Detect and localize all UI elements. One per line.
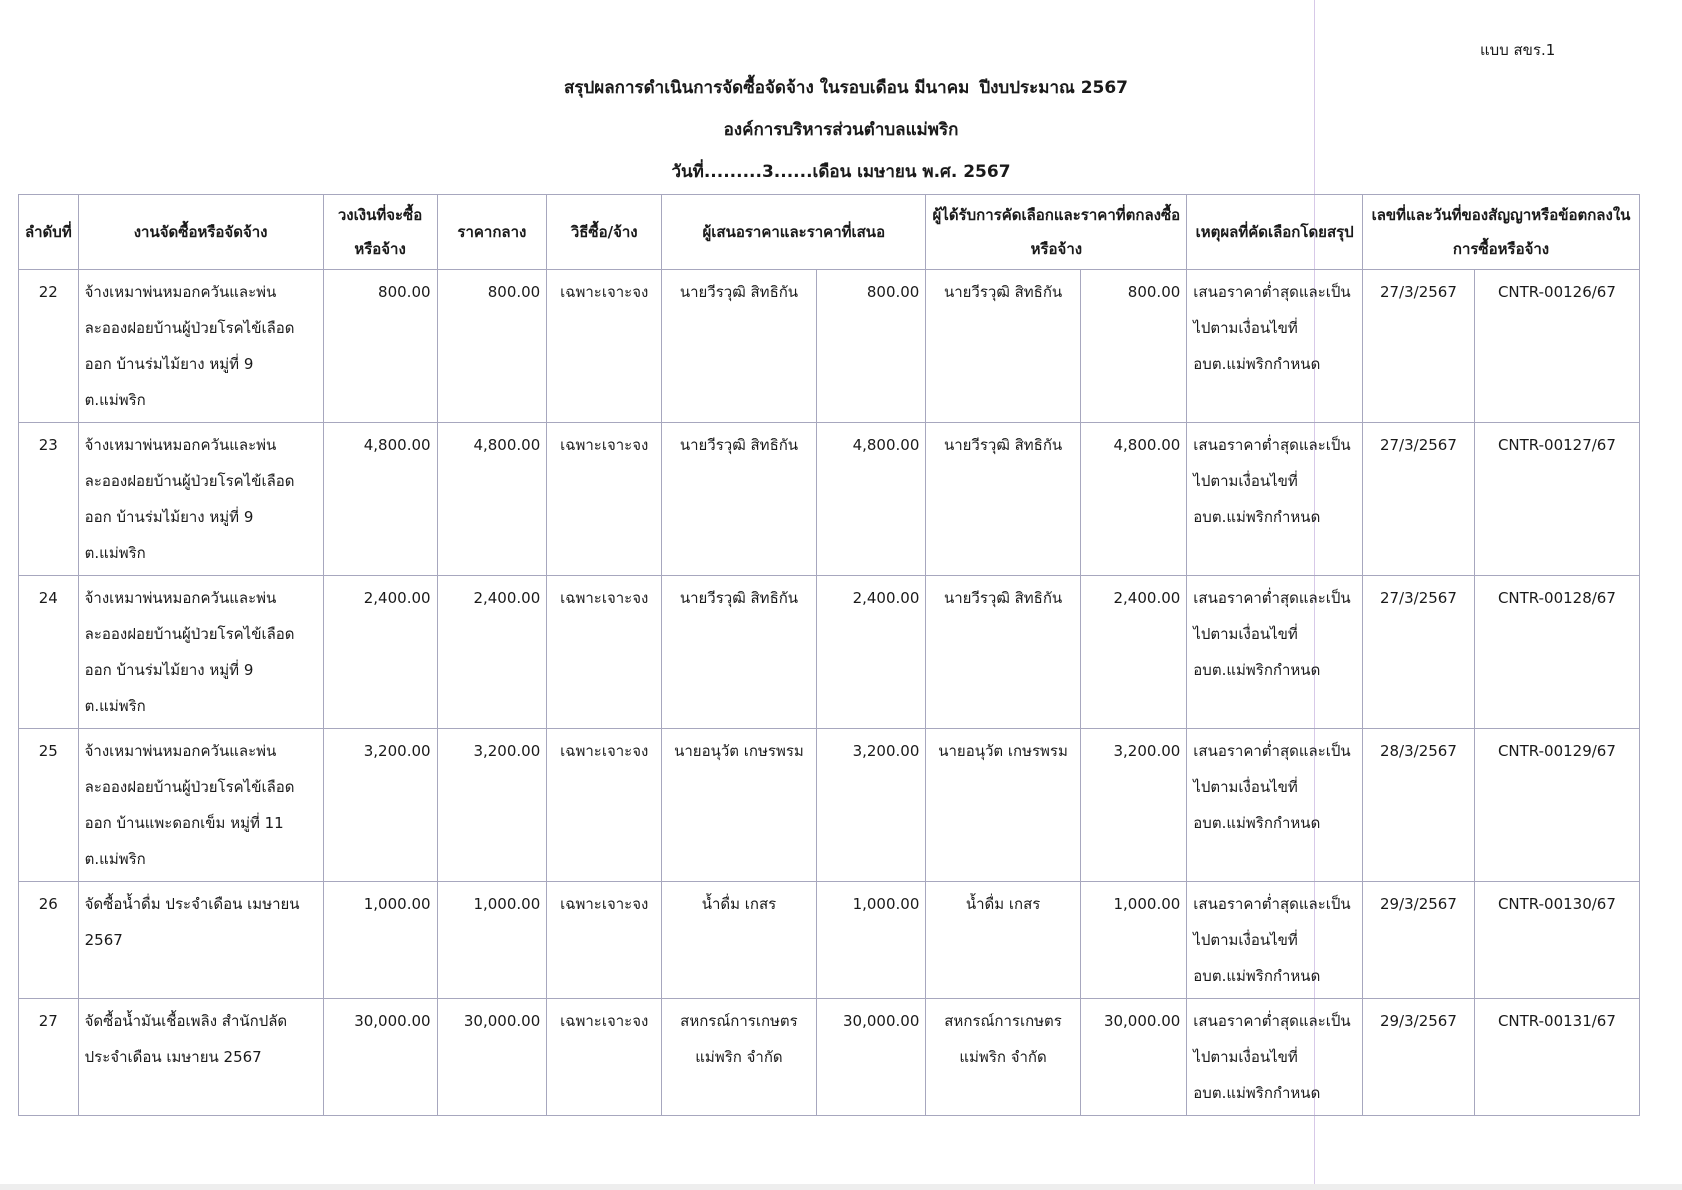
bidder-name: น้ำดื่ม เกสร <box>662 882 816 999</box>
item-description: จ้างเหมาพ่นหมอกควันและพ่นละอองฝอยบ้านผู้ป่วยโรคไข้เลือดออก บ้านแพะดอกเข็ม หมู่ที่ 11 ต.แม่พริก <box>78 729 323 882</box>
winning-price: 1,000.00 <box>1080 882 1187 999</box>
winning-price: 3,200.00 <box>1080 729 1187 882</box>
contract-date: 27/3/2567 <box>1363 423 1475 576</box>
median-price: 2,400.00 <box>437 576 547 729</box>
winning-price: 4,800.00 <box>1080 423 1187 576</box>
header-median: ราคากลาง <box>437 195 547 270</box>
median-price: 3,200.00 <box>437 729 547 882</box>
row-number: 24 <box>19 576 79 729</box>
header-bidders: ผู้เสนอราคาและราคาที่เสนอ <box>662 195 926 270</box>
winning-price: 800.00 <box>1080 270 1187 423</box>
procurement-method: เฉพาะเจาะจง <box>547 576 662 729</box>
table-row <box>19 999 1640 1116</box>
median-price: 30,000.00 <box>437 999 547 1116</box>
header-reason: เหตุผลที่คัดเลือกโดยสรุป <box>1187 195 1363 270</box>
item-description: จ้างเหมาพ่นหมอกควันและพ่นละอองฝอยบ้านผู้ป่วยโรคไข้เลือดออก บ้านร่มไม้ยาง หมู่ที่ 9 ต.แม่พริก <box>78 270 323 423</box>
winner-name: นายวีรวุฒิ สิทธิกัน <box>926 423 1080 576</box>
row-number: 22 <box>19 270 79 423</box>
procurement-method: เฉพาะเจาะจง <box>547 423 662 576</box>
procurement-method: เฉพาะเจาะจง <box>547 270 662 423</box>
report-date: วันที่.........3......เดือน เมษายน พ.ศ. 2567 <box>671 162 1011 182</box>
bid-price: 4,800.00 <box>816 423 926 576</box>
procurement-table <box>18 194 1640 1116</box>
median-price: 4,800.00 <box>437 423 547 576</box>
winning-price: 2,400.00 <box>1080 576 1187 729</box>
header-no: ลำดับที่ <box>19 195 79 270</box>
budget-amount: 3,200.00 <box>323 729 437 882</box>
winner-name: น้ำดื่ม เกสร <box>926 882 1080 999</box>
contract-date: 29/3/2567 <box>1363 999 1475 1116</box>
selection-reason: เสนอราคาต่ำสุดและเป็นไปตามเงื่อนไขที่ อบต.แม่พริกกำหนด <box>1187 576 1363 729</box>
table-row <box>19 882 1640 999</box>
bidder-name: นายอนุวัต เกษรพรม <box>662 729 816 882</box>
header-contract: เลขที่และวันที่ของสัญญาหรือข้อตกลงในการซื้อหรือจ้าง <box>1363 195 1640 270</box>
selection-reason: เสนอราคาต่ำสุดและเป็นไปตามเงื่อนไขที่ อบต.แม่พริกกำหนด <box>1187 882 1363 999</box>
contract-date: 29/3/2567 <box>1363 882 1475 999</box>
header-budget: วงเงินที่จะซื้อหรือจ้าง <box>323 195 437 270</box>
selection-reason: เสนอราคาต่ำสุดและเป็นไปตามเงื่อนไขที่ อบต.แม่พริกกำหนด <box>1187 270 1363 423</box>
procurement-method: เฉพาะเจาะจง <box>547 729 662 882</box>
contract-date: 27/3/2567 <box>1363 270 1475 423</box>
item-description: จัดซื้อน้ำดื่ม ประจำเดือน เมษายน 2567 <box>78 882 323 999</box>
bidder-name: สหกรณ์การเกษตรแม่พริก จำกัด <box>662 999 816 1116</box>
budget-amount: 4,800.00 <box>323 423 437 576</box>
winner-name: นายวีรวุฒิ สิทธิกัน <box>926 576 1080 729</box>
selection-reason: เสนอราคาต่ำสุดและเป็นไปตามเงื่อนไขที่ อบต.แม่พริกกำหนด <box>1187 423 1363 576</box>
winning-price: 30,000.00 <box>1080 999 1187 1116</box>
bid-price: 30,000.00 <box>816 999 926 1116</box>
bid-price: 1,000.00 <box>816 882 926 999</box>
header-item: งานจัดซื้อหรือจัดจ้าง <box>78 195 323 270</box>
procurement-method: เฉพาะเจาะจง <box>547 999 662 1116</box>
table-header-row <box>19 195 1640 270</box>
contract-number: CNTR-00127/67 <box>1474 423 1639 576</box>
table-row <box>19 270 1640 423</box>
budget-amount: 2,400.00 <box>323 576 437 729</box>
contract-date: 28/3/2567 <box>1363 729 1475 882</box>
budget-amount: 1,000.00 <box>323 882 437 999</box>
contract-number: CNTR-00128/67 <box>1474 576 1639 729</box>
item-description: จัดซื้อน้ำมันเชื้อเพลิง สำนักปลัด ประจำเดือน เมษายน 2567 <box>78 999 323 1116</box>
header-method: วิธีซื้อ/จ้าง <box>547 195 662 270</box>
form-code: แบบ สขร.1 <box>1480 41 1556 59</box>
item-description: จ้างเหมาพ่นหมอกควันและพ่นละอองฝอยบ้านผู้ป่วยโรคไข้เลือดออก บ้านร่มไม้ยาง หมู่ที่ 9 ต.แม่พริก <box>78 423 323 576</box>
row-number: 23 <box>19 423 79 576</box>
procurement-method: เฉพาะเจาะจง <box>547 882 662 999</box>
selection-reason: เสนอราคาต่ำสุดและเป็นไปตามเงื่อนไขที่ อบต.แม่พริกกำหนด <box>1187 999 1363 1116</box>
table-row <box>19 576 1640 729</box>
item-description: จ้างเหมาพ่นหมอกควันและพ่นละอองฝอยบ้านผู้ป่วยโรคไข้เลือดออก บ้านร่มไม้ยาง หมู่ที่ 9 ต.แม่พริก <box>78 576 323 729</box>
bidder-name: นายวีรวุฒิ สิทธิกัน <box>662 576 816 729</box>
median-price: 1,000.00 <box>437 882 547 999</box>
budget-amount: 30,000.00 <box>323 999 437 1116</box>
winner-name: นายอนุวัต เกษรพรม <box>926 729 1080 882</box>
row-number: 25 <box>19 729 79 882</box>
bidder-name: นายวีรวุฒิ สิทธิกัน <box>662 270 816 423</box>
bidder-name: นายวีรวุฒิ สิทธิกัน <box>662 423 816 576</box>
row-number: 26 <box>19 882 79 999</box>
contract-number: CNTR-00131/67 <box>1474 999 1639 1116</box>
contract-number: CNTR-00129/67 <box>1474 729 1639 882</box>
winner-name: นายวีรวุฒิ สิทธิกัน <box>926 270 1080 423</box>
contract-number: CNTR-00130/67 <box>1474 882 1639 999</box>
contract-date: 27/3/2567 <box>1363 576 1475 729</box>
table-row <box>19 423 1640 576</box>
bid-price: 2,400.00 <box>816 576 926 729</box>
row-number: 27 <box>19 999 79 1116</box>
scan-edge <box>0 1184 1682 1190</box>
report-title-main: สรุปผลการดำเนินการจัดซื้อจัดจ้าง ในรอบเดือน มีนาคม <box>563 78 970 98</box>
bid-price: 3,200.00 <box>816 729 926 882</box>
selection-reason: เสนอราคาต่ำสุดและเป็นไปตามเงื่อนไขที่ อบต.แม่พริกกำหนด <box>1187 729 1363 882</box>
winner-name: สหกรณ์การเกษตรแม่พริก จำกัด <box>926 999 1080 1116</box>
median-price: 800.00 <box>437 270 547 423</box>
budget-amount: 800.00 <box>323 270 437 423</box>
table-row <box>19 729 1640 882</box>
report-title-fiscal: ปีงบประมาณ 2567 <box>979 78 1129 98</box>
report-title <box>0 74 1682 101</box>
bid-price: 800.00 <box>816 270 926 423</box>
contract-number: CNTR-00126/67 <box>1474 270 1639 423</box>
header-winner: ผู้ได้รับการคัดเลือกและราคาที่ตกลงซื้อหรือจ้าง <box>926 195 1187 270</box>
organization-name: องค์การบริหารส่วนตำบลแม่พริก <box>723 120 959 140</box>
